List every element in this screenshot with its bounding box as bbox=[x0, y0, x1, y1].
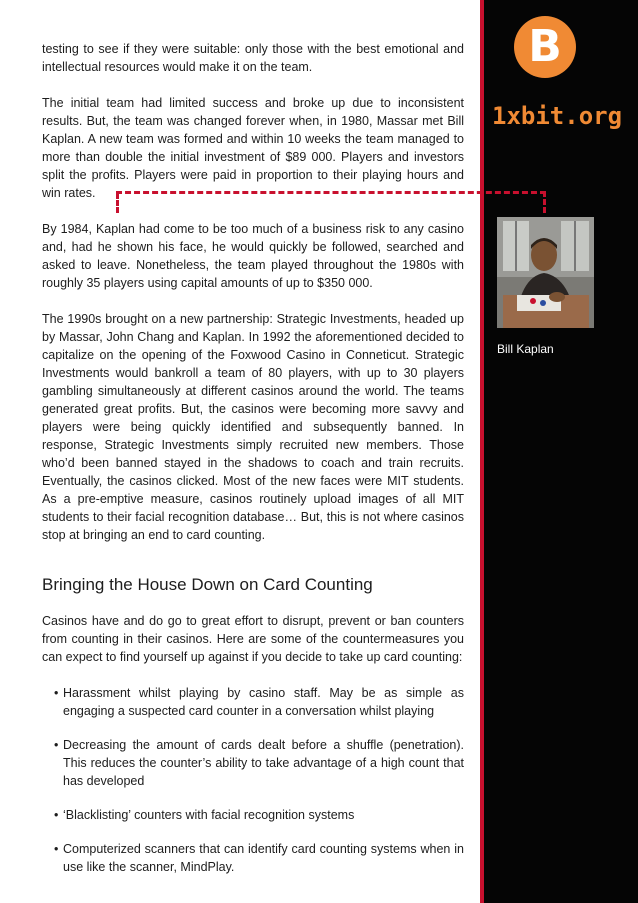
article-paragraph: The initial team had limited success and broke up due to inconsistent results. But, the team was changed forever when, in 1980, Massar met Bill Kaplan. A new team was formed and within 10 weeks the team managed to more than double the initial investment of $89 000. Players and investors split the profits. Players were paid in proportion to their playing hours and win rates. bbox=[42, 96, 464, 200]
bitcoin-symbol: B bbox=[528, 21, 562, 72]
bullet-marker: • bbox=[54, 842, 59, 856]
list-item-text: Harassment whilst playing by casino staff. May be as simple as engaging a suspected card counter in a conversation whilst playing bbox=[63, 686, 464, 718]
article-paragraph: By 1984, Kaplan had come to be too much of a business risk to any casino and, had he shown his face, he would quickly be followed, searched and asked to leave. Nonetheless, the team played throughout the 1980s with roughly 35 players using capital amounts of up to $350 000. bbox=[42, 222, 464, 290]
photo-caption: Bill Kaplan bbox=[497, 342, 554, 356]
connector-dashed-line-right bbox=[543, 191, 546, 213]
article-paragraph: testing to see if they were suitable: only those with the best emotional and intellectual resources would make it on the team. bbox=[42, 42, 464, 74]
bitcoin-coin-icon bbox=[514, 16, 576, 78]
countermeasure-list bbox=[42, 684, 464, 876]
list-item-text: Computerized scanners that can identify card counting systems when in use like the scanner, MindPlay. bbox=[63, 842, 464, 874]
list-item bbox=[42, 684, 464, 720]
bill-kaplan-photo bbox=[497, 217, 594, 328]
article-body bbox=[42, 40, 464, 892]
list-item bbox=[42, 806, 464, 824]
list-item-text: Decreasing the amount of cards dealt before a shuffle (penetration). This reduces the counter’s ability to take advantage of a high count that has developed bbox=[63, 738, 464, 788]
article-paragraph: The 1990s brought on a new partnership: Strategic Investments, headed up by Massar, John Chang and Kaplan. In 1992 the aforementioned decided to capitalize on the opening of the Foxwood Casino in Conneticut. Strategic Investments would bankroll a team of 80 players, with up to 30 players gambling simultaneously at different casinos around the world. The teams generated great profits. But, the casinos were becoming more savvy and players were being quickly identified and subsequently banned. In response, Strategic Investments simply recruited new members. Those who’d been banned stayed in the shadows to coach and train recruits. Eventually, the casinos clicked. Most of the new faces were MIT students. As a pre-emptive measure, casinos routinely upload images of all MIT students to their facial recognition database… But, this is not where casinos stop at bringing an end to card counting. bbox=[42, 312, 464, 542]
section-intro: Casinos have and do go to great effort to disrupt, prevent or ban counters from counting in their casinos. Here are some of the countermeasures you can expect to find yourself up against if you decide to take up card counting: bbox=[42, 614, 464, 664]
list-item bbox=[42, 840, 464, 876]
list-item-text: ‘Blacklisting’ counters with facial recognition systems bbox=[63, 808, 355, 822]
bullet-marker: • bbox=[54, 808, 59, 822]
section-heading: Bringing the House Down on Card Counting bbox=[42, 575, 373, 594]
bullet-marker: • bbox=[54, 738, 59, 752]
list-item bbox=[42, 736, 464, 790]
logo-text: 1xbit.org bbox=[492, 102, 623, 130]
site-logo[interactable] bbox=[492, 16, 632, 136]
sidebar-red-rule bbox=[480, 0, 484, 903]
bullet-marker: • bbox=[54, 686, 59, 700]
